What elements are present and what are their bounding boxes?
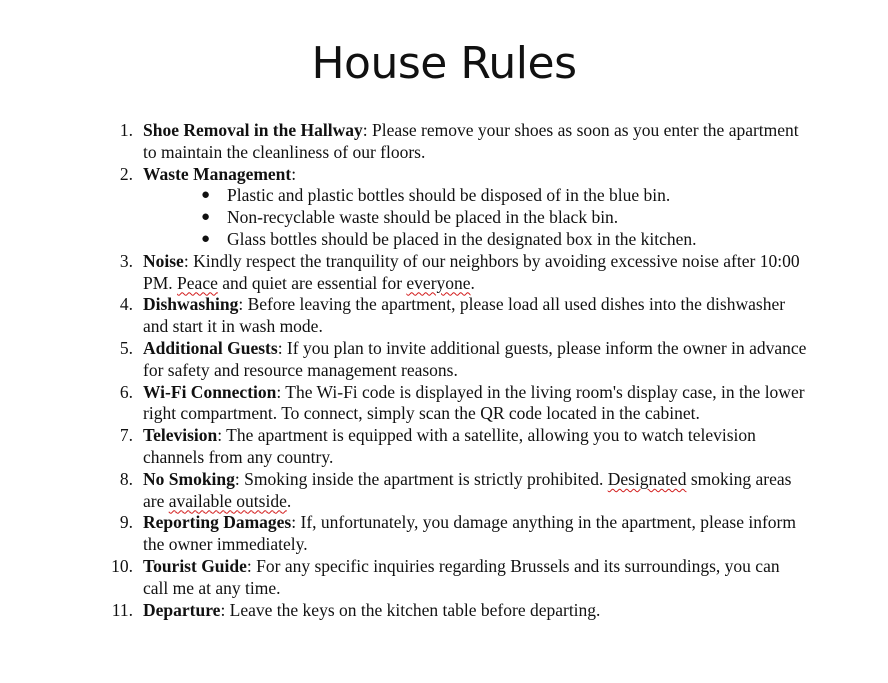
rule-item bbox=[0, 164, 888, 251]
rule-number: 7. bbox=[119, 425, 133, 446]
rule-number: 1. bbox=[119, 120, 133, 140]
rule-heading: Noise bbox=[143, 250, 184, 271]
rule-number: 8. bbox=[119, 468, 133, 489]
rules-list bbox=[0, 120, 888, 621]
rule-item bbox=[0, 382, 888, 426]
rule-heading: Additional Guests bbox=[143, 337, 278, 358]
page-title: House Rules bbox=[311, 38, 577, 89]
bullet-item bbox=[143, 229, 808, 251]
rule-item bbox=[0, 425, 888, 469]
spellcheck-word: available outside bbox=[168, 490, 287, 511]
rule-heading: Tourist Guide bbox=[143, 555, 247, 576]
bullet-text: Glass bottles should be placed in the designated box in the kitchen. bbox=[227, 228, 697, 249]
rule-heading: Departure bbox=[143, 599, 221, 620]
bullet-text: Non-recyclable waste should be placed in the black bin. bbox=[227, 207, 619, 228]
rule-item bbox=[0, 120, 888, 164]
bullet-icon: ● bbox=[201, 187, 211, 204]
bullet-item bbox=[143, 207, 808, 229]
bullet-icon: ● bbox=[201, 230, 211, 247]
rule-item bbox=[0, 512, 888, 556]
rule-number: 2. bbox=[119, 163, 133, 184]
rule-text: . bbox=[470, 272, 475, 293]
rule-text: : The Wi-Fi code is displayed in the living room's display case, in the lower right compartment. To connect, simply scan the QR code located in the cabinet. bbox=[143, 381, 805, 424]
rule-item bbox=[0, 469, 888, 513]
rule-item bbox=[0, 294, 888, 338]
rule-heading: No Smoking bbox=[143, 468, 235, 489]
rule-heading: Shoe Removal in the Hallway bbox=[143, 120, 363, 140]
rule-text: : Smoking inside the apartment is strictly prohibited. bbox=[234, 468, 608, 489]
rule-text: : The apartment is equipped with a satellite, allowing you to watch television channels from any country. bbox=[143, 425, 756, 467]
rule-heading: Reporting Damages bbox=[143, 512, 292, 533]
rule-text: : Kindly respect the tranquility of our neighbors by avoiding excessive noise after 10:00 PM. bbox=[143, 250, 800, 293]
rule-heading: Waste Management bbox=[143, 163, 292, 184]
rule-text: : bbox=[291, 163, 297, 184]
rule-item bbox=[0, 600, 888, 622]
rule-number: 9. bbox=[119, 512, 133, 533]
rule-item bbox=[0, 251, 888, 295]
rule-text: . bbox=[286, 490, 292, 511]
rule-text: : If you plan to invite additional guests, please inform the owner in advance for safety and resource management reasons. bbox=[143, 337, 807, 380]
spellcheck-word: Peace bbox=[177, 272, 218, 293]
rule-text: : If, unfortunately, you damage anything in the apartment, please inform the owner immediately. bbox=[143, 512, 796, 555]
rule-number: 11. bbox=[111, 599, 133, 620]
spellcheck-word: Designated bbox=[607, 468, 687, 489]
bullet-item bbox=[143, 185, 808, 207]
spellcheck-word: everyone bbox=[406, 272, 471, 293]
rule-text: : Before leaving the apartment, please load all used dishes into the dishwasher and start it in wash mode. bbox=[143, 294, 786, 337]
rule-number: 3. bbox=[119, 250, 133, 271]
rule-text: : For any specific inquiries regarding Brussels and its surroundings, you can call me at any time. bbox=[143, 555, 780, 598]
rule-heading: Dishwashing bbox=[143, 294, 239, 315]
rule-text: : Leave the keys on the kitchen table before departing. bbox=[220, 599, 601, 620]
rule-text: and quiet are essential for bbox=[217, 272, 407, 293]
rule-text: : Please remove your shoes as soon as you enter the apartment to maintain the cleanliness of our floors. bbox=[143, 120, 799, 162]
waste-bullet-list bbox=[143, 185, 808, 250]
rule-number: 5. bbox=[119, 337, 133, 358]
rule-text: smoking areas are bbox=[143, 468, 792, 511]
rule-item bbox=[0, 338, 888, 382]
rule-heading: Television bbox=[143, 425, 218, 446]
bullet-icon: ● bbox=[201, 209, 211, 226]
bullet-text: Plastic and plastic bottles should be disposed of in the blue bin. bbox=[227, 185, 671, 206]
rule-number: 6. bbox=[119, 381, 133, 402]
rule-number: 4. bbox=[119, 294, 133, 315]
rule-item bbox=[0, 556, 888, 600]
rule-number: 10. bbox=[111, 555, 133, 576]
rule-heading: Wi-Fi Connection bbox=[143, 381, 277, 402]
